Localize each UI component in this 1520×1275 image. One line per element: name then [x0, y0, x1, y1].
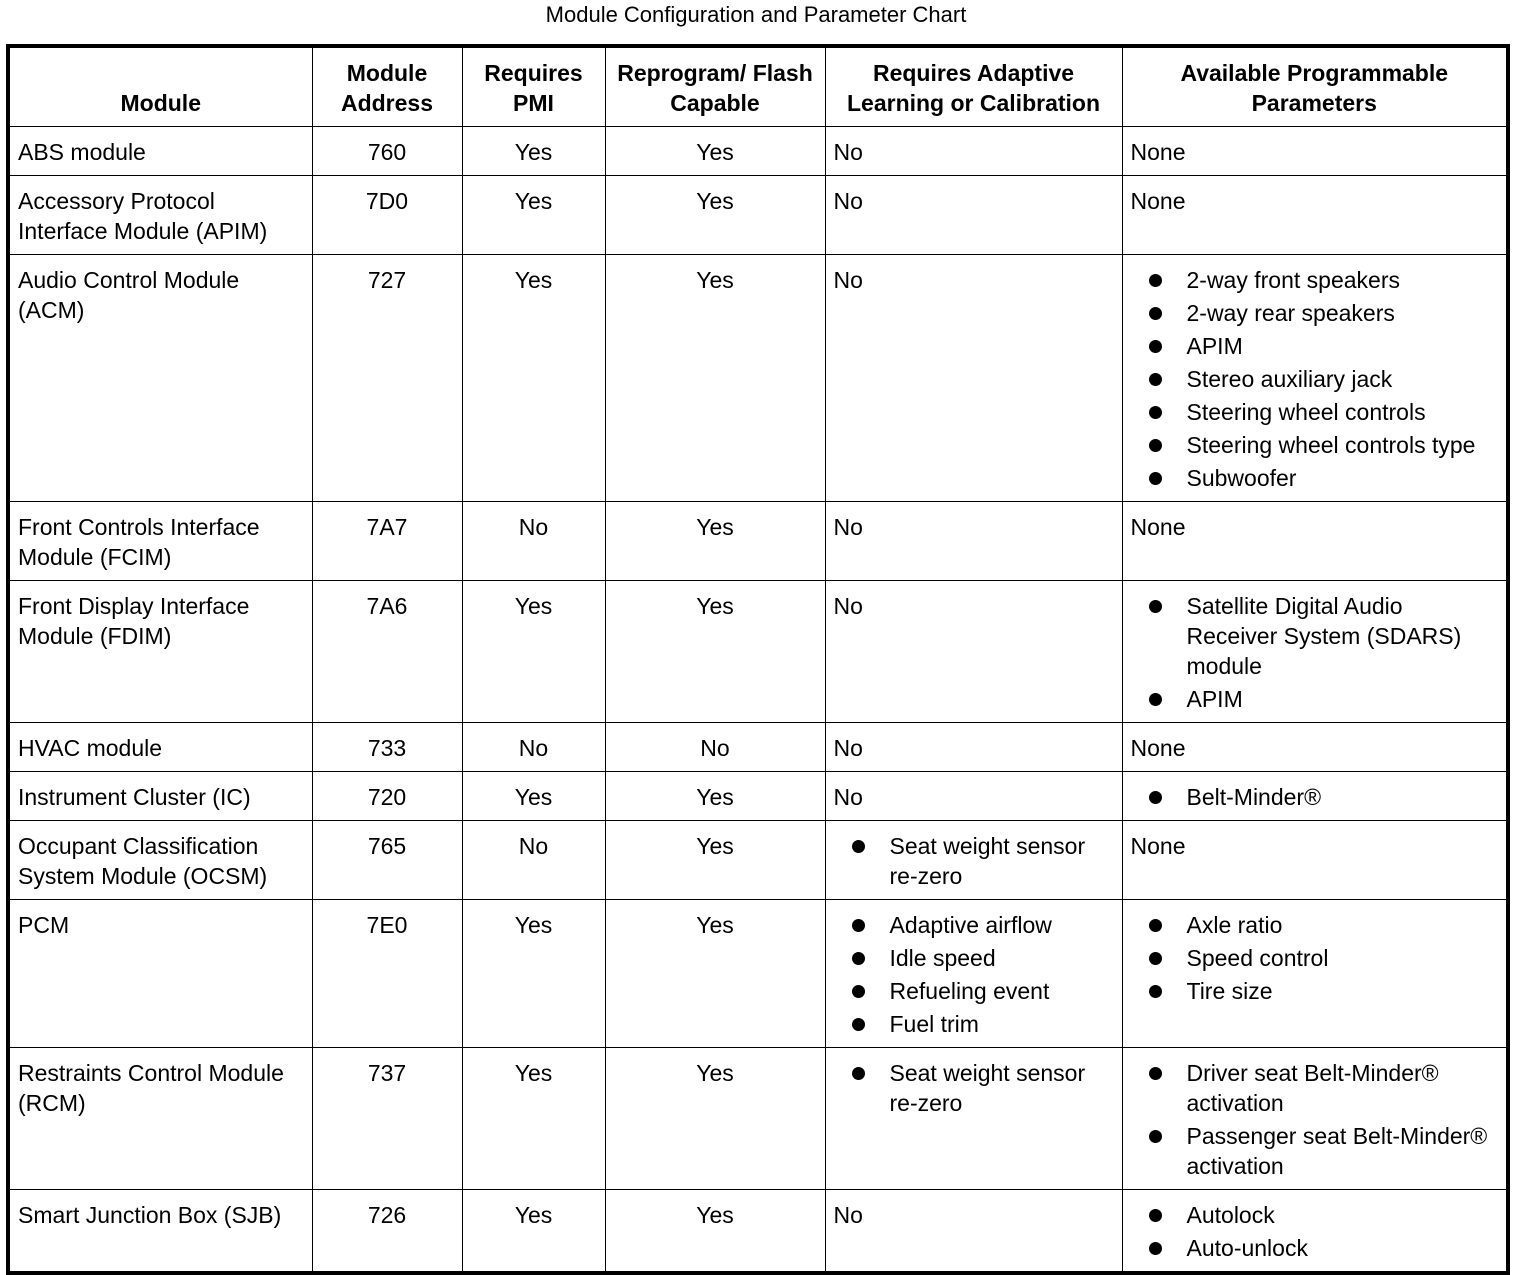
module-name-cell: Smart Junction Box (SJB)	[8, 1189, 312, 1273]
requires-pmi-cell: Yes	[462, 126, 605, 175]
module-configuration-table	[6, 44, 1510, 1275]
table-row	[8, 501, 1508, 580]
flash-capable-cell: Yes	[605, 580, 825, 722]
bullet-item: Autolock	[1149, 1200, 1499, 1230]
module-address-cell: 760	[312, 126, 462, 175]
module-address-cell: 737	[312, 1047, 462, 1189]
bullet-item: Seat weight sensor re-zero	[852, 831, 1114, 891]
adaptive-learning-cell: No	[825, 771, 1122, 820]
flash-capable-cell: Yes	[605, 1189, 825, 1273]
programmable-parameters-cell	[1122, 254, 1508, 501]
bullet-item: Idle speed	[852, 943, 1114, 973]
adaptive-learning-cell: No	[825, 175, 1122, 254]
module-address-cell: 726	[312, 1189, 462, 1273]
flash-capable-cell: No	[605, 722, 825, 771]
bullet-item: Fuel trim	[852, 1009, 1114, 1039]
adaptive-learning-cell: No	[825, 501, 1122, 580]
flash-capable-cell: Yes	[605, 126, 825, 175]
module-address-cell: 7A6	[312, 580, 462, 722]
adaptive-learning-cell-list	[834, 831, 1114, 891]
requires-pmi-cell: Yes	[462, 1189, 605, 1273]
requires-pmi-cell: Yes	[462, 899, 605, 1047]
module-name-cell: Restraints Control Module (RCM)	[8, 1047, 312, 1189]
table-row	[8, 580, 1508, 722]
bullet-item: Stereo auxiliary jack	[1149, 364, 1499, 394]
table-row	[8, 771, 1508, 820]
programmable-parameters-cell	[1122, 580, 1508, 722]
programmable-parameters-cell: None	[1122, 722, 1508, 771]
module-address-cell: 7A7	[312, 501, 462, 580]
column-header-module: Module	[8, 46, 312, 126]
requires-pmi-cell: Yes	[462, 580, 605, 722]
module-address-cell: 7E0	[312, 899, 462, 1047]
programmable-parameters-cell: None	[1122, 501, 1508, 580]
bullet-item: Steering wheel controls	[1149, 397, 1499, 427]
requires-pmi-cell: No	[462, 820, 605, 899]
adaptive-learning-cell-list	[834, 910, 1114, 1039]
module-address-cell: 7D0	[312, 175, 462, 254]
column-header-requires-pmi: Requires PMI	[462, 46, 605, 126]
flash-capable-cell: Yes	[605, 820, 825, 899]
flash-capable-cell: Yes	[605, 254, 825, 501]
chart-title: Module Configuration and Parameter Chart	[545, 2, 967, 27]
table-row	[8, 175, 1508, 254]
module-name-cell: Audio Control Module (ACM)	[8, 254, 312, 501]
requires-pmi-cell: No	[462, 501, 605, 580]
adaptive-learning-cell	[825, 820, 1122, 899]
column-header-programmable-parameters: Available Programmable Parameters	[1122, 46, 1508, 126]
bullet-item: Tire size	[1149, 976, 1499, 1006]
bullet-item: Driver seat Belt-Minder® activation	[1149, 1058, 1499, 1118]
adaptive-learning-cell: No	[825, 1189, 1122, 1273]
programmable-parameters-cell: None	[1122, 126, 1508, 175]
flash-capable-cell: Yes	[605, 501, 825, 580]
programmable-parameters-cell-list	[1131, 910, 1499, 1006]
adaptive-learning-cell-list	[834, 1058, 1114, 1118]
bullet-item: 2-way rear speakers	[1149, 298, 1499, 328]
table-row	[8, 820, 1508, 899]
programmable-parameters-cell	[1122, 899, 1508, 1047]
header-row	[8, 46, 1508, 126]
module-name-cell: Front Display Interface Module (FDIM)	[8, 580, 312, 722]
requires-pmi-cell: No	[462, 722, 605, 771]
bullet-item: Refueling event	[852, 976, 1114, 1006]
bullet-item: Steering wheel controls type	[1149, 430, 1499, 460]
module-name-cell: Front Controls Interface Module (FCIM)	[8, 501, 312, 580]
column-header-module-address: Module Address	[312, 46, 462, 126]
bullet-item: 2-way front speakers	[1149, 265, 1499, 295]
adaptive-learning-cell: No	[825, 580, 1122, 722]
bullet-item: Axle ratio	[1149, 910, 1499, 940]
bullet-item: Speed control	[1149, 943, 1499, 973]
module-name-cell: ABS module	[8, 126, 312, 175]
column-header-reprogram-flash: Reprogram/ Flash Capable	[605, 46, 825, 126]
bullet-item: Satellite Digital Audio Receiver System (SDARS) module	[1149, 591, 1499, 681]
module-address-cell: 733	[312, 722, 462, 771]
flash-capable-cell: Yes	[605, 899, 825, 1047]
programmable-parameters-cell-list	[1131, 1058, 1499, 1181]
bullet-item: APIM	[1149, 331, 1499, 361]
programmable-parameters-cell	[1122, 1047, 1508, 1189]
table-row	[8, 899, 1508, 1047]
programmable-parameters-cell-list	[1131, 265, 1499, 493]
column-header-adaptive-learning: Requires Adaptive Learning or Calibration	[825, 46, 1122, 126]
requires-pmi-cell: Yes	[462, 1047, 605, 1189]
programmable-parameters-cell: None	[1122, 820, 1508, 899]
module-address-cell: 727	[312, 254, 462, 501]
adaptive-learning-cell: No	[825, 126, 1122, 175]
bullet-item: Subwoofer	[1149, 463, 1499, 493]
programmable-parameters-cell-list	[1131, 591, 1499, 714]
bullet-item: Adaptive airflow	[852, 910, 1114, 940]
module-address-cell: 765	[312, 820, 462, 899]
programmable-parameters-cell	[1122, 771, 1508, 820]
flash-capable-cell: Yes	[605, 175, 825, 254]
adaptive-learning-cell: No	[825, 254, 1122, 501]
bullet-item: Passenger seat Belt-Minder® activation	[1149, 1121, 1499, 1181]
adaptive-learning-cell: No	[825, 722, 1122, 771]
programmable-parameters-cell: None	[1122, 175, 1508, 254]
requires-pmi-cell: Yes	[462, 771, 605, 820]
module-name-cell: PCM	[8, 899, 312, 1047]
table-row	[8, 126, 1508, 175]
table-row	[8, 722, 1508, 771]
programmable-parameters-cell-list	[1131, 782, 1499, 812]
flash-capable-cell: Yes	[605, 771, 825, 820]
module-address-cell: 720	[312, 771, 462, 820]
flash-capable-cell: Yes	[605, 1047, 825, 1189]
module-name-cell: Accessory Protocol Interface Module (APIM)	[8, 175, 312, 254]
bullet-item: Auto-unlock	[1149, 1233, 1499, 1263]
table-row	[8, 254, 1508, 501]
programmable-parameters-cell-list	[1131, 1200, 1499, 1263]
table-body	[8, 126, 1508, 1273]
adaptive-learning-cell	[825, 1047, 1122, 1189]
module-name-cell: Occupant Classification System Module (OCSM)	[8, 820, 312, 899]
bullet-item: Seat weight sensor re-zero	[852, 1058, 1114, 1118]
bullet-item: APIM	[1149, 684, 1499, 714]
table-row	[8, 1047, 1508, 1189]
bullet-item: Belt-Minder®	[1149, 782, 1499, 812]
adaptive-learning-cell	[825, 899, 1122, 1047]
module-name-cell: Instrument Cluster (IC)	[8, 771, 312, 820]
requires-pmi-cell: Yes	[462, 254, 605, 501]
module-name-cell: HVAC module	[8, 722, 312, 771]
requires-pmi-cell: Yes	[462, 175, 605, 254]
